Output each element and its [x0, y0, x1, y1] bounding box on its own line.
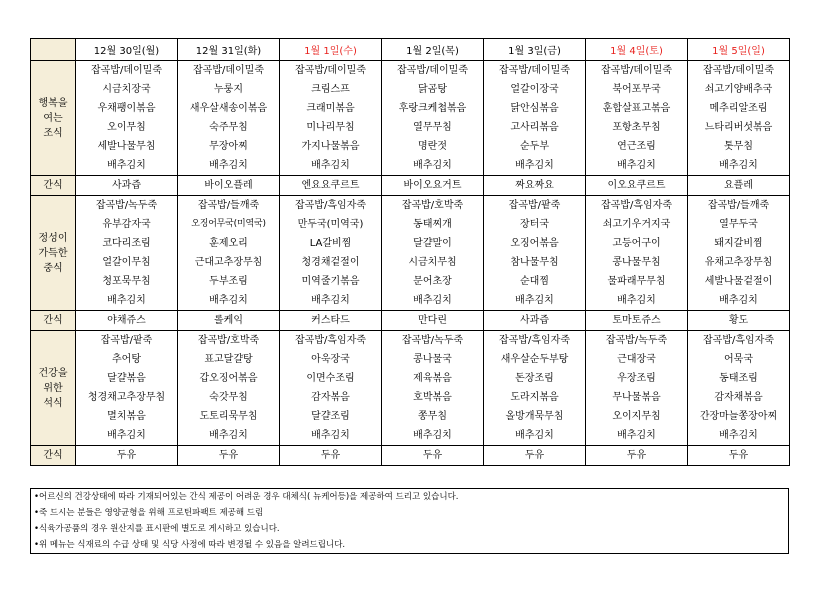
- menu-item: 잡곡밥/녹두죽: [605, 335, 668, 346]
- day-header: 12월 31일(화): [178, 39, 280, 61]
- menu-item: 고사리볶음: [510, 122, 559, 133]
- menu-item: 숙주무침: [209, 122, 248, 133]
- meal-cell: [484, 61, 586, 176]
- menu-item: 잡곡밥/들깨죽: [707, 200, 770, 211]
- menu-item: 잡곡밥/호박죽: [197, 335, 260, 346]
- menu-item: 장터국: [520, 219, 549, 230]
- snack-cell: 황도: [688, 311, 790, 331]
- menu-item: 미나리무침: [306, 122, 355, 133]
- snack-row: [31, 311, 790, 331]
- menu-item: 잡곡밥/데이밀죽: [499, 65, 570, 76]
- menu-item: 크림스프: [311, 84, 350, 95]
- menu-item: 추어탕: [112, 354, 141, 365]
- snack-cell: 만다린: [382, 311, 484, 331]
- meal-cell: [382, 331, 484, 446]
- snack-cell: 바이오요거트: [382, 176, 484, 196]
- menu-item: 훈제오리: [209, 238, 248, 249]
- menu-item: 콩나물무침: [612, 257, 661, 268]
- menu-item: 고등어구이: [612, 238, 661, 249]
- menu-item: 배추김치: [617, 295, 656, 306]
- snack-row: [31, 446, 790, 466]
- snack-cell: 엔요요쿠르트: [280, 176, 382, 196]
- menu-item: 도토리묵무침: [199, 411, 258, 422]
- menu-item: 닭안심볶음: [510, 103, 559, 114]
- menu-item: 무나물볶음: [612, 392, 661, 403]
- menu-item: 크래미볶음: [306, 103, 355, 114]
- meal-cell: [280, 61, 382, 176]
- menu-item: 오징어무국(미역국): [191, 219, 266, 229]
- meal-label: 행복을 여는 조식: [31, 61, 76, 176]
- menu-item: 배추김치: [719, 430, 758, 441]
- menu-item: 아욱장국: [311, 354, 350, 365]
- menu-item: 잡곡밥/호박죽: [401, 200, 464, 211]
- meal-cell: [382, 196, 484, 311]
- menu-item: 배추김치: [617, 160, 656, 171]
- menu-item: 순대찜: [520, 276, 549, 287]
- menu-item: 배추김치: [311, 160, 350, 171]
- menu-item: 배추김치: [617, 430, 656, 441]
- menu-item: 연근조림: [617, 141, 656, 152]
- meal-cell: [178, 196, 280, 311]
- menu-item: 잡곡밥/데이밀죽: [397, 65, 468, 76]
- menu-item: 시금치무침: [408, 257, 457, 268]
- meal-cell: [688, 61, 790, 176]
- menu-item: LA갈비찜: [309, 238, 352, 249]
- menu-item: 참나물무침: [510, 257, 559, 268]
- menu-item: 누룽지: [214, 84, 243, 95]
- menu-item: 포항초무침: [612, 122, 661, 133]
- menu-item: 만두국(미역국): [297, 219, 364, 230]
- menu-item: 감자볶음: [311, 392, 350, 403]
- meal-cell: [178, 61, 280, 176]
- menu-item: 콩나물국: [413, 354, 452, 365]
- snack-cell: 커스타드: [280, 311, 382, 331]
- menu-item: 멸치볶음: [107, 411, 146, 422]
- menu-item: 간장마늘쫑장아찌: [699, 411, 778, 422]
- day-header: 1월 3일(금): [484, 39, 586, 61]
- menu-item: 배추김치: [719, 160, 758, 171]
- menu-item: 청경채고추장무침: [87, 392, 166, 403]
- menu-item: 잡곡밥/데이밀죽: [703, 65, 774, 76]
- snack-cell: 요플레: [688, 176, 790, 196]
- menu-item: 동태조림: [719, 373, 758, 384]
- snack-cell: 두유: [382, 446, 484, 466]
- meal-row: [31, 331, 790, 446]
- menu-item: 잡곡밥/팥죽: [508, 200, 561, 211]
- menu-item: 배추김치: [515, 430, 554, 441]
- menu-item: 얼갈이무침: [102, 257, 151, 268]
- day-header: 1월 2일(목): [382, 39, 484, 61]
- menu-item: 잡곡밥/흑임자죽: [295, 335, 366, 346]
- menu-item: 배추김치: [209, 160, 248, 171]
- menu-item: 배추김치: [413, 430, 452, 441]
- menu-item: 잡곡밥/녹두죽: [401, 335, 464, 346]
- menu-item: 미역줄기볶음: [301, 276, 360, 287]
- menu-item: 오이지무침: [612, 411, 661, 422]
- menu-item: 배추김치: [413, 295, 452, 306]
- meal-cell: [382, 61, 484, 176]
- meal-cell: [76, 331, 178, 446]
- snack-cell: 롤케익: [178, 311, 280, 331]
- menu-item: 물파래무무침: [607, 276, 666, 287]
- note-line: •어르신의 건강상태에 따라 기재되어있는 간식 제공이 어려운 경우 대체식( 뉴케어등)을 제공하여 드리고 있습니다.: [34, 492, 459, 502]
- menu-item: 제육볶음: [413, 373, 452, 384]
- menu-item: 오징어볶음: [510, 238, 559, 249]
- menu-item: 잡곡밥/흑임자죽: [601, 200, 672, 211]
- snack-cell: 사과즙: [76, 176, 178, 196]
- menu-item: 표고달걀탕: [204, 354, 253, 365]
- menu-item: 오이무침: [107, 122, 146, 133]
- menu-item: 후랑크케첩볶음: [398, 103, 467, 114]
- snack-label: 간식: [31, 176, 76, 196]
- notes-box: [30, 488, 789, 554]
- meal-cell: [688, 196, 790, 311]
- menu-item: 잡곡밥/흑임자죽: [499, 335, 570, 346]
- menu-item: 잡곡밥/데이밀죽: [193, 65, 264, 76]
- note-line: •식육가공품의 경우 원산지를 표시판에 별도로 게시하고 있습니다.: [34, 524, 280, 534]
- menu-item: 배추김치: [107, 295, 146, 306]
- menu-item: 배추김치: [209, 295, 248, 306]
- menu-item: 명란젓: [418, 141, 447, 152]
- day-header: 1월 4일(토): [586, 39, 688, 61]
- menu-item: 돼지갈비찜: [714, 238, 763, 249]
- menu-item: 잡곡밥/데이밀죽: [91, 65, 162, 76]
- meal-cell: [280, 331, 382, 446]
- snack-cell: 사과즙: [484, 311, 586, 331]
- menu-item: 갑오징어볶음: [199, 373, 258, 384]
- menu-item: 숙갓무침: [209, 392, 248, 403]
- snack-cell: 두유: [688, 446, 790, 466]
- snack-cell: 이오요쿠르트: [586, 176, 688, 196]
- menu-item: 우채팽이볶음: [97, 103, 156, 114]
- snack-cell: 바이오플레: [178, 176, 280, 196]
- meal-cell: [688, 331, 790, 446]
- menu-item: 잡곡밥/데이밀죽: [601, 65, 672, 76]
- menu-item: 청포묵무침: [102, 276, 151, 287]
- meal-label: 건강을 위한 석식: [31, 331, 76, 446]
- snack-label: 간식: [31, 311, 76, 331]
- menu-item: 동태찌개: [413, 219, 452, 230]
- menu-item: 잡곡밥/흑임자죽: [703, 335, 774, 346]
- menu-item: 배추김치: [719, 295, 758, 306]
- menu-item: 잡곡밥/녹두죽: [95, 200, 158, 211]
- day-header: 1월 5일(일): [688, 39, 790, 61]
- menu-item: 톳무침: [724, 141, 753, 152]
- menu-item: 배추김치: [311, 430, 350, 441]
- menu-item: 배추김치: [209, 430, 248, 441]
- day-header: 12월 30일(월): [76, 39, 178, 61]
- snack-cell: 두유: [484, 446, 586, 466]
- meal-cell: [484, 331, 586, 446]
- menu-item: 얼갈이장국: [510, 84, 559, 95]
- meal-cell: [484, 196, 586, 311]
- snack-cell: 두유: [76, 446, 178, 466]
- snack-cell: 야채쥬스: [76, 311, 178, 331]
- menu-item: 무장아찌: [209, 141, 248, 152]
- menu-item: 느타리버섯볶음: [704, 122, 773, 133]
- menu-item: 가지나물볶음: [301, 141, 360, 152]
- menu-item: 우장조림: [617, 373, 656, 384]
- meal-label: 정성이 가득한 중식: [31, 196, 76, 311]
- meal-cell: [586, 331, 688, 446]
- meal-cell: [280, 196, 382, 311]
- snack-cell: 두유: [280, 446, 382, 466]
- menu-item: 근대장국: [617, 354, 656, 365]
- snack-cell: 두유: [586, 446, 688, 466]
- menu-item: 호박볶음: [413, 392, 452, 403]
- menu-item: 잡곡밥/팥죽: [100, 335, 153, 346]
- meal-menu-table: [30, 38, 790, 466]
- menu-item: 청경채겉절이: [301, 257, 360, 268]
- menu-item: 올방개묵무침: [505, 411, 564, 422]
- menu-item: 메추리알조림: [709, 103, 768, 114]
- menu-item: 쇠고기우거지국: [602, 219, 671, 230]
- meal-cell: [76, 196, 178, 311]
- menu-item: 잡곡밥/데이밀죽: [295, 65, 366, 76]
- menu-item: 유채고추장무침: [704, 257, 773, 268]
- menu-item: 달걀볶음: [107, 373, 146, 384]
- menu-item: 세발나물겉절이: [704, 276, 773, 287]
- menu-item: 어묵국: [724, 354, 753, 365]
- menu-item: 유부감자국: [102, 219, 151, 230]
- snack-row: [31, 176, 790, 196]
- menu-item: 배추김치: [107, 430, 146, 441]
- menu-item: 달걀조림: [311, 411, 350, 422]
- menu-item: 쫑무침: [418, 411, 447, 422]
- meal-cell: [76, 61, 178, 176]
- meal-row: [31, 196, 790, 311]
- menu-item: 달걀말이: [413, 238, 452, 249]
- meal-cell: [586, 61, 688, 176]
- menu-item: 새우살순두부탕: [500, 354, 569, 365]
- menu-item: 이면수조림: [306, 373, 355, 384]
- meal-row: [31, 61, 790, 176]
- menu-item: 열무두국: [719, 219, 758, 230]
- menu-item: 배추김치: [515, 295, 554, 306]
- menu-item: 근대고추장무침: [194, 257, 263, 268]
- menu-item: 순두부: [520, 141, 549, 152]
- menu-item: 배추김치: [413, 160, 452, 171]
- snack-cell: 두유: [178, 446, 280, 466]
- note-line: •죽 드시는 분들은 영양균형을 위해 프로틴파팩트 제공해 드림: [34, 508, 264, 518]
- snack-cell: 짜요짜요: [484, 176, 586, 196]
- menu-item: 새우살새송이볶음: [189, 103, 268, 114]
- menu-item: 문어초장: [413, 276, 452, 287]
- menu-item: 감자채볶음: [714, 392, 763, 403]
- snack-label: 간식: [31, 446, 76, 466]
- menu-item: 세발나물무침: [97, 141, 156, 152]
- menu-item: 도라지볶음: [510, 392, 559, 403]
- menu-item: 배추김치: [107, 160, 146, 171]
- menu-item: 시금치장국: [102, 84, 151, 95]
- snack-cell: 토마토쥬스: [586, 311, 688, 331]
- menu-item: 잡곡밥/흑임자죽: [295, 200, 366, 211]
- day-header: 1월 1일(수): [280, 39, 382, 61]
- corner-cell: [31, 39, 76, 61]
- menu-item: 열무무침: [413, 122, 452, 133]
- menu-item: 코다리조림: [102, 238, 151, 249]
- meal-cell: [586, 196, 688, 311]
- note-line: •위 메뉴는 식재료의 수급 상태 및 식당 사정에 따라 변경될 수 있음을 알려드립니다.: [34, 540, 346, 550]
- menu-item: 잡곡밥/들깨죽: [197, 200, 260, 211]
- menu-item: 훈합살표고볶음: [602, 103, 671, 114]
- menu-item: 배추김치: [515, 160, 554, 171]
- menu-item: 돈장조림: [515, 373, 554, 384]
- menu-item: 두부조림: [209, 276, 248, 287]
- header-row: [31, 39, 790, 61]
- menu-item: 배추김치: [311, 295, 350, 306]
- menu-item: 쇠고기양배추국: [704, 84, 773, 95]
- menu-item: 닭곰탕: [418, 84, 447, 95]
- menu-item: 북어포무국: [612, 84, 661, 95]
- meal-cell: [178, 331, 280, 446]
